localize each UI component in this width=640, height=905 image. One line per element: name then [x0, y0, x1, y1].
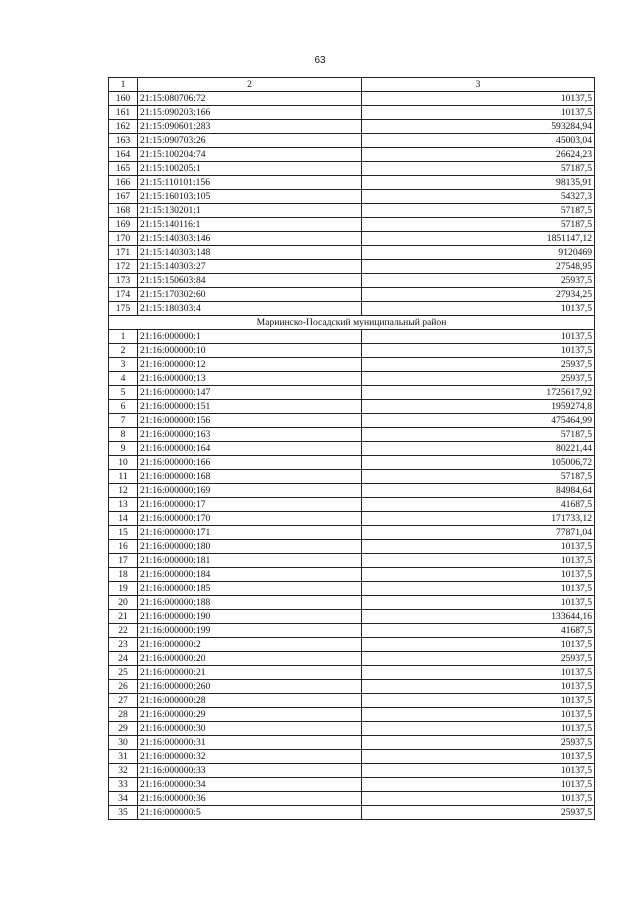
row-number: 172: [109, 260, 138, 274]
table-row: [109, 134, 595, 148]
cadastral-number: 21:16:000000:163: [138, 428, 362, 442]
table-row: [109, 512, 595, 526]
cadastral-number: 21:16:000000:34: [138, 778, 362, 792]
table-row: [109, 750, 595, 764]
cadastral-value: 9120469: [362, 246, 595, 260]
cadastral-number: 21:15:140303:146: [138, 232, 362, 246]
row-number: 26: [109, 680, 138, 694]
cadastral-number: 21:16:000000:28: [138, 694, 362, 708]
page-number: 63: [314, 55, 326, 66]
cadastral-value: 10137,5: [362, 582, 595, 596]
cadastral-number: 21:15:110101:156: [138, 176, 362, 190]
cadastral-number: 21:16:000000:171: [138, 526, 362, 540]
cadastral-value: 57187,5: [362, 428, 595, 442]
cadastral-value: 105006,72: [362, 456, 595, 470]
cadastral-number: 21:16:000000:20: [138, 652, 362, 666]
cadastral-value: 10137,5: [362, 596, 595, 610]
cadastral-number: 21:15:090703:26: [138, 134, 362, 148]
row-number: 174: [109, 288, 138, 302]
cadastral-value: 10137,5: [362, 778, 595, 792]
row-number: 34: [109, 792, 138, 806]
table-row: [109, 526, 595, 540]
header-col-3: 3: [362, 78, 595, 92]
cadastral-value: 84984,64: [362, 484, 595, 498]
cadastral-value: 10137,5: [362, 302, 595, 316]
cadastral-number: 21:16:000000:181: [138, 554, 362, 568]
row-number: 160: [109, 92, 138, 106]
row-number: 15: [109, 526, 138, 540]
table-row: [109, 498, 595, 512]
row-number: 14: [109, 512, 138, 526]
cadastral-value: 27548,95: [362, 260, 595, 274]
cadastral-number: 21:15:170302:60: [138, 288, 362, 302]
row-number: 173: [109, 274, 138, 288]
row-number: 3: [109, 358, 138, 372]
cadastral-number: 21:16:000000:13: [138, 372, 362, 386]
table-row: [109, 204, 595, 218]
cadastral-number: 21:16:000000:260: [138, 680, 362, 694]
cadastral-number: 21:16:000000:180: [138, 540, 362, 554]
table-row: [109, 638, 595, 652]
table-row: [109, 722, 595, 736]
cadastral-value: 25937,5: [362, 652, 595, 666]
cadastral-number: 21:15:180303:4: [138, 302, 362, 316]
table-row: [109, 624, 595, 638]
row-number: 166: [109, 176, 138, 190]
cadastral-number: 21:16:000000:17: [138, 498, 362, 512]
cadastral-number: 21:16:000000:190: [138, 610, 362, 624]
row-number: 161: [109, 106, 138, 120]
cadastral-number: 21:16:000000:33: [138, 764, 362, 778]
cadastral-value: 41687,5: [362, 498, 595, 512]
row-number: 170: [109, 232, 138, 246]
row-number: 27: [109, 694, 138, 708]
cadastral-number: 21:16:000000:31: [138, 736, 362, 750]
cadastral-number: 21:15:140303:27: [138, 260, 362, 274]
row-number: 10: [109, 456, 138, 470]
cadastral-number: 21:16:000000:30: [138, 722, 362, 736]
cadastral-number: 21:15:130201:1: [138, 204, 362, 218]
table-row: [109, 736, 595, 750]
cadastral-value: 10137,5: [362, 764, 595, 778]
row-number: 31: [109, 750, 138, 764]
row-number: 164: [109, 148, 138, 162]
table-row: [109, 764, 595, 778]
table-row: [109, 806, 595, 820]
table-row: [109, 218, 595, 232]
cadastral-value: 1851147,12: [362, 232, 595, 246]
row-number: 163: [109, 134, 138, 148]
table-row: [109, 652, 595, 666]
cadastral-value: 54327,3: [362, 190, 595, 204]
row-number: 12: [109, 484, 138, 498]
row-number: 167: [109, 190, 138, 204]
table-row: [109, 344, 595, 358]
table-row: [109, 148, 595, 162]
cadastral-value: 25937,5: [362, 358, 595, 372]
cadastral-number: 21:16:000000:188: [138, 596, 362, 610]
table-row: [109, 414, 595, 428]
table-body: [109, 78, 595, 820]
row-number: 2: [109, 344, 138, 358]
cadastral-number: 21:16:000000:185: [138, 582, 362, 596]
table-row: [109, 680, 595, 694]
cadastral-value: 77871,04: [362, 526, 595, 540]
table-row: [109, 428, 595, 442]
cadastral-value: 57187,5: [362, 218, 595, 232]
row-number: 23: [109, 638, 138, 652]
table-row: [109, 190, 595, 204]
table-row: [109, 540, 595, 554]
row-number: 1: [109, 330, 138, 344]
cadastral-value: 10137,5: [362, 638, 595, 652]
cadastral-value: 25937,5: [362, 806, 595, 820]
row-number: 33: [109, 778, 138, 792]
cadastral-value: 133644,16: [362, 610, 595, 624]
row-number: 32: [109, 764, 138, 778]
cadastral-value: 10137,5: [362, 694, 595, 708]
cadastral-value: 80221,44: [362, 442, 595, 456]
table-row: [109, 708, 595, 722]
cadastral-number: 21:15:160103:105: [138, 190, 362, 204]
row-number: 19: [109, 582, 138, 596]
cadastral-number: 21:15:150603:84: [138, 274, 362, 288]
cadastral-value: 10137,5: [362, 554, 595, 568]
cadastral-value: 57187,5: [362, 470, 595, 484]
cadastral-number: 21:16:000000:32: [138, 750, 362, 764]
cadastral-value: 41687,5: [362, 624, 595, 638]
cadastral-value: 10137,5: [362, 330, 595, 344]
cadastral-value: 25937,5: [362, 372, 595, 386]
row-number: 29: [109, 722, 138, 736]
cadastral-value: 593284,94: [362, 120, 595, 134]
cadastral-value: 10137,5: [362, 540, 595, 554]
cadastral-value: 10137,5: [362, 750, 595, 764]
cadastral-number: 21:16:000000:166: [138, 456, 362, 470]
row-number: 168: [109, 204, 138, 218]
row-number: 162: [109, 120, 138, 134]
table-row: [109, 162, 595, 176]
table-row: [109, 596, 595, 610]
row-number: 35: [109, 806, 138, 820]
row-number: 6: [109, 400, 138, 414]
cadastral-number: 21:16:000000:168: [138, 470, 362, 484]
cadastral-value: 10137,5: [362, 106, 595, 120]
row-number: 169: [109, 218, 138, 232]
row-number: 28: [109, 708, 138, 722]
cadastral-number: 21:16:000000:169: [138, 484, 362, 498]
table-row: [109, 568, 595, 582]
row-number: 22: [109, 624, 138, 638]
row-number: 165: [109, 162, 138, 176]
table-row: [109, 400, 595, 414]
cadastral-value: 10137,5: [362, 708, 595, 722]
table-row: [109, 610, 595, 624]
cadastral-value: 57187,5: [362, 204, 595, 218]
cadastral-number: 21:15:090601:283: [138, 120, 362, 134]
cadastral-number: 21:16:000000:151: [138, 400, 362, 414]
table-row: [109, 330, 595, 344]
cadastral-value: 10137,5: [362, 792, 595, 806]
cadastral-number: 21:16:000000:10: [138, 344, 362, 358]
cadastral-value: 27934,25: [362, 288, 595, 302]
table-row: [109, 176, 595, 190]
table-row: [109, 274, 595, 288]
cadastral-number: 21:15:100204:74: [138, 148, 362, 162]
header-col-1: 1: [109, 78, 138, 92]
row-number: 21: [109, 610, 138, 624]
cadastral-number: 21:16:000000:156: [138, 414, 362, 428]
table-row: [109, 106, 595, 120]
row-number: 24: [109, 652, 138, 666]
table-row: [109, 792, 595, 806]
cadastral-value: 475464,99: [362, 414, 595, 428]
table-row: [109, 358, 595, 372]
cadastral-value: 1725617,92: [362, 386, 595, 400]
cadastral-value: 98135,91: [362, 176, 595, 190]
table-header-row: [109, 78, 595, 92]
cadastral-value: 171733,12: [362, 512, 595, 526]
table-row: [109, 442, 595, 456]
cadastral-number: 21:16:000000:12: [138, 358, 362, 372]
table-row: [109, 372, 595, 386]
table-row: [109, 120, 595, 134]
cadastral-number: 21:16:000000:2: [138, 638, 362, 652]
cadastral-number: 21:16:000000:147: [138, 386, 362, 400]
cadastral-number: 21:16:000000:184: [138, 568, 362, 582]
cadastral-number: 21:16:000000:1: [138, 330, 362, 344]
cadastral-value: 57187,5: [362, 162, 595, 176]
table-row: [109, 288, 595, 302]
section-header-row: [109, 316, 595, 330]
row-number: 16: [109, 540, 138, 554]
cadastral-value: 10137,5: [362, 92, 595, 106]
section-title: Мариинско-Посадский муниципальный район: [109, 316, 595, 330]
table-row: [109, 92, 595, 106]
cadastral-number: 21:16:000000:5: [138, 806, 362, 820]
cadastral-number: 21:16:000000:164: [138, 442, 362, 456]
cadastral-value: 10137,5: [362, 722, 595, 736]
cadastral-value: 10137,5: [362, 568, 595, 582]
cadastral-number: 21:16:000000:199: [138, 624, 362, 638]
cadastral-number: 21:15:090203:166: [138, 106, 362, 120]
row-number: 17: [109, 554, 138, 568]
table-row: [109, 582, 595, 596]
row-number: 20: [109, 596, 138, 610]
row-number: 175: [109, 302, 138, 316]
table-row: [109, 484, 595, 498]
cadastral-number: 21:16:000000:36: [138, 792, 362, 806]
cadastral-number: 21:15:080706:72: [138, 92, 362, 106]
cadastral-number: 21:16:000000:21: [138, 666, 362, 680]
table-row: [109, 778, 595, 792]
row-number: 18: [109, 568, 138, 582]
row-number: 25: [109, 666, 138, 680]
row-number: 30: [109, 736, 138, 750]
row-number: 9: [109, 442, 138, 456]
row-number: 171: [109, 246, 138, 260]
table-row: [109, 554, 595, 568]
cadastral-value: 10137,5: [362, 680, 595, 694]
table-row: [109, 246, 595, 260]
table-row: [109, 456, 595, 470]
cadastral-value: 26624,23: [362, 148, 595, 162]
cadastral-value: 10137,5: [362, 344, 595, 358]
row-number: 5: [109, 386, 138, 400]
cadastral-value: 10137,5: [362, 666, 595, 680]
table-row: [109, 694, 595, 708]
cadastral-value: 25937,5: [362, 736, 595, 750]
row-number: 7: [109, 414, 138, 428]
table-row: [109, 260, 595, 274]
row-number: 13: [109, 498, 138, 512]
table-row: [109, 232, 595, 246]
cadastral-value: 45003,04: [362, 134, 595, 148]
table-row: [109, 666, 595, 680]
table-row: [109, 386, 595, 400]
cadastral-value-table: [108, 77, 595, 820]
cadastral-number: 21:15:140116:1: [138, 218, 362, 232]
cadastral-number: 21:16:000000:170: [138, 512, 362, 526]
cadastral-value: 1959274,8: [362, 400, 595, 414]
table-row: [109, 470, 595, 484]
cadastral-number: 21:16:000000:29: [138, 708, 362, 722]
cadastral-value: 25937,5: [362, 274, 595, 288]
cadastral-number: 21:15:100205:1: [138, 162, 362, 176]
row-number: 4: [109, 372, 138, 386]
table-row: [109, 302, 595, 316]
row-number: 8: [109, 428, 138, 442]
header-col-2: 2: [138, 78, 362, 92]
cadastral-number: 21:15:140303:148: [138, 246, 362, 260]
row-number: 11: [109, 470, 138, 484]
